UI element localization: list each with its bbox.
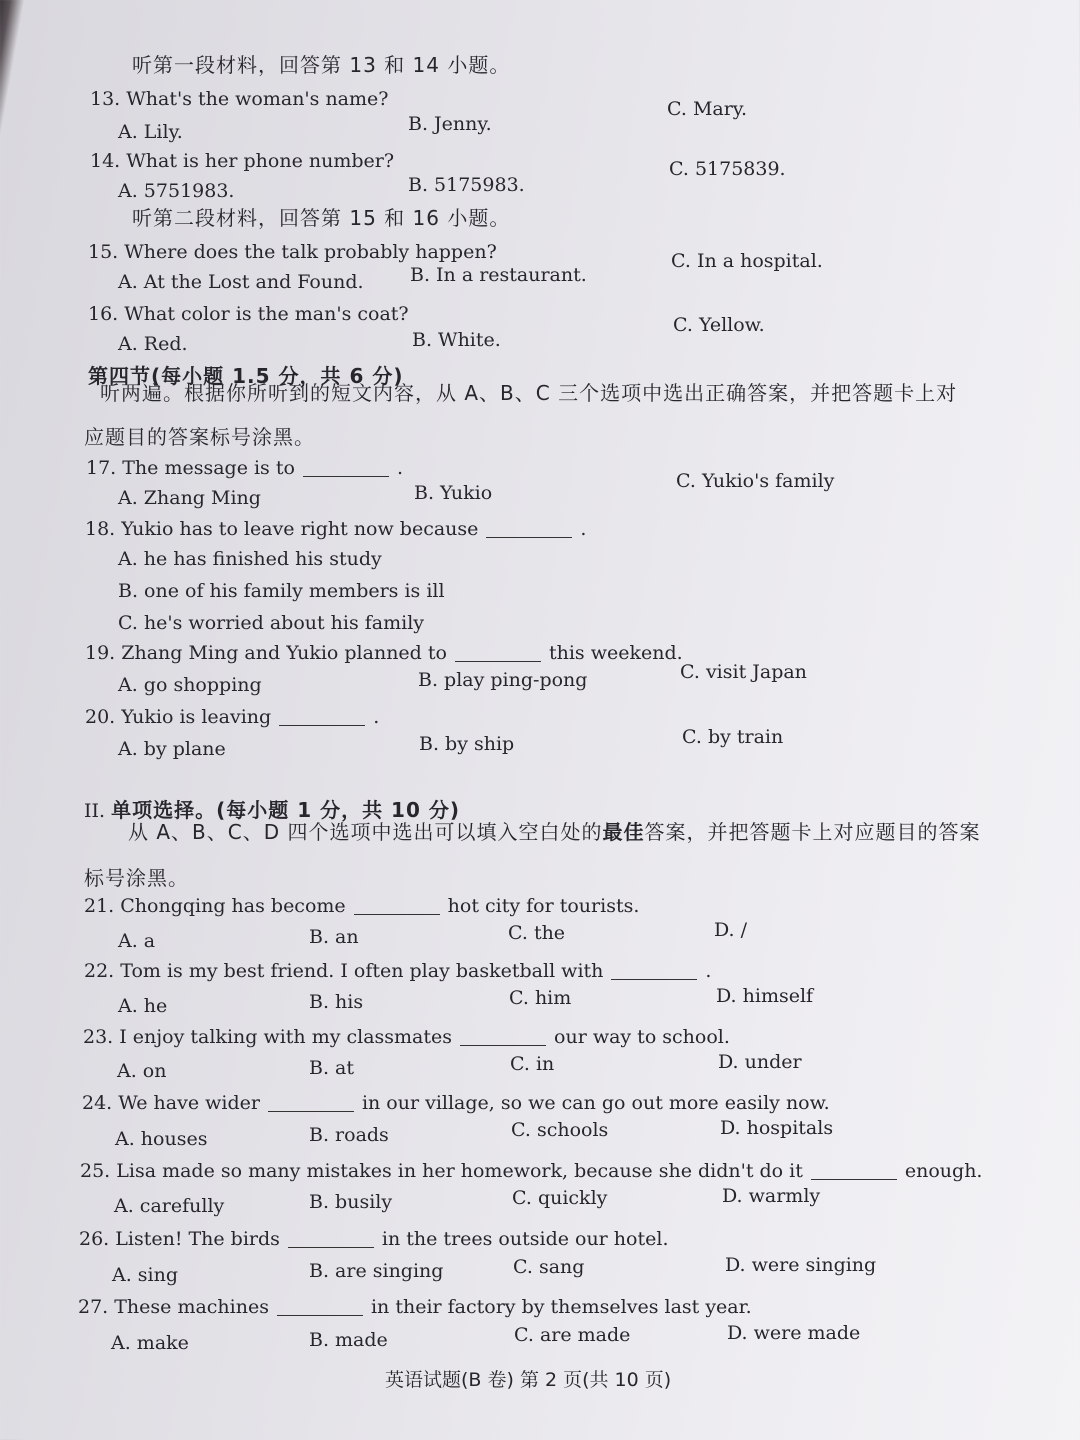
option-23-b: B. at [309, 1057, 355, 1079]
question-19: 19. Zhang Ming and Yukio planned to this weekend. [85, 642, 683, 664]
question-18: 18. Yukio has to leave right now because . [85, 518, 587, 540]
answer-blank [354, 914, 440, 915]
question-17: 17. The message is to . [86, 457, 403, 479]
answer-blank [811, 1179, 897, 1180]
option-14-c: C. 5175839. [669, 158, 786, 180]
option-15-c: C. In a hospital. [671, 250, 823, 272]
part2-instruction-line1: 从 A、B、C、D 四个选项中选出可以填入空白处的最佳答案，并把答题卡上对应题目的答案 [128, 820, 981, 844]
option-27-b: B. made [309, 1329, 388, 1351]
question-24: 24. We have wider in our village, so we can go out more easily now. [82, 1092, 830, 1114]
option-17-a: A. Zhang Ming [118, 487, 261, 509]
question-14: 14. What is her phone number? [90, 150, 395, 172]
option-19-b: B. play ping-pong [418, 669, 588, 691]
option-17-c: C. Yukio's family [676, 470, 835, 492]
question-21: 21. Chongqing has become hot city for tourists. [84, 895, 640, 917]
option-23-a: A. on [117, 1060, 167, 1082]
option-21-c: C. the [508, 922, 566, 944]
option-22-c: C. him [509, 987, 572, 1009]
option-18-b: B. one of his family members is ill [118, 580, 445, 602]
option-26-d: D. were singing [725, 1254, 877, 1276]
option-24-b: B. roads [309, 1124, 389, 1146]
answer-blank [455, 661, 541, 662]
option-20-a: A. by plane [118, 738, 226, 760]
option-19-a: A. go shopping [118, 674, 262, 696]
option-26-b: B. are singing [309, 1260, 444, 1282]
option-18-a: A. he has finished his study [118, 548, 382, 570]
option-14-a: A. 5751983. [118, 180, 235, 202]
question-26: 26. Listen! The birds in the trees outside our hotel. [79, 1228, 669, 1250]
option-22-a: A. he [118, 995, 168, 1017]
question-16: 16. What color is the man's coat? [88, 303, 409, 325]
option-27-d: D. were made [727, 1322, 861, 1344]
answer-blank [303, 476, 389, 477]
answer-blank [277, 1315, 363, 1316]
answer-blank [288, 1247, 374, 1248]
option-24-d: D. hospitals [720, 1117, 834, 1139]
page-footer: 英语试题(B 卷) 第 2 页(共 10 页) [385, 1369, 672, 1391]
option-21-b: B. an [309, 926, 359, 948]
section4-heading: 第四节(每小题 1.5 分，共 6 分) [88, 364, 404, 388]
option-23-d: D. under [718, 1051, 802, 1073]
exam-page [22, 0, 1080, 1440]
answer-blank [486, 537, 572, 538]
option-13-b: B. Jenny. [408, 113, 492, 135]
option-20-c: C. by train [682, 726, 784, 748]
answer-blank [268, 1111, 354, 1112]
instruction-13-14: 听第一段材料，回答第 13 和 14 小题。 [132, 53, 511, 77]
option-25-b: B. busily [309, 1191, 393, 1213]
option-25-d: D. warmly [722, 1185, 821, 1207]
option-21-d: D. / [714, 919, 748, 941]
answer-blank [611, 979, 697, 980]
option-27-c: C. are made [514, 1324, 631, 1346]
option-13-a: A. Lily. [118, 121, 183, 143]
option-18-c: C. he's worried about his family [118, 612, 425, 634]
option-24-c: C. schools [511, 1119, 609, 1141]
option-15-a: A. At the Lost and Found. [118, 271, 364, 293]
part2-instruction-line2: 标号涂黑。 [84, 866, 189, 890]
question-27: 27. These machines in their factory by themselves last year. [78, 1296, 752, 1318]
answer-blank [460, 1045, 546, 1046]
option-19-c: C. visit Japan [680, 661, 807, 683]
option-16-a: A. Red. [118, 333, 188, 355]
option-16-b: B. White. [412, 329, 501, 351]
option-25-a: A. carefully [114, 1195, 225, 1217]
option-25-c: C. quickly [512, 1187, 608, 1209]
instruction-15-16: 听第二段材料，回答第 15 和 16 小题。 [132, 206, 511, 230]
option-15-b: B. In a restaurant. [410, 264, 587, 286]
option-24-a: A. houses [115, 1128, 208, 1150]
question-22: 22. Tom is my best friend. I often play basketball with . [84, 960, 712, 982]
option-27-a: A. make [111, 1332, 189, 1354]
option-17-b: B. Yukio [414, 482, 493, 504]
question-23: 23. I enjoy talking with my classmates our way to school. [83, 1026, 730, 1048]
option-23-c: C. in [510, 1053, 555, 1075]
section4-instruction-line1: 听两遍。根据你所听到的短文内容，从 A、B、C 三个选项中选出正确答案，并把答题卡上对 [100, 381, 958, 405]
option-22-d: D. himself [716, 985, 814, 1007]
question-13: 13. What's the woman's name? [90, 88, 389, 110]
option-16-c: C. Yellow. [673, 314, 765, 336]
section4-instruction-line2: 应题目的答案标号涂黑。 [84, 425, 315, 449]
option-14-b: B. 5175983. [408, 174, 525, 196]
option-20-b: B. by ship [419, 733, 515, 755]
question-25: 25. Lisa made so many mistakes in her homework, because she didn't do it enough. [80, 1160, 983, 1182]
option-22-b: B. his [309, 991, 364, 1013]
question-20: 20. Yukio is leaving . [85, 706, 380, 728]
option-21-a: A. a [118, 930, 156, 952]
answer-blank [279, 725, 365, 726]
option-13-c: C. Mary. [667, 98, 748, 120]
option-26-a: A. sing [112, 1264, 179, 1286]
question-15: 15. Where does the talk probably happen? [88, 241, 497, 263]
part2-heading: II. 单项选择。(每小题 1 分，共 10 分) [84, 798, 460, 822]
option-26-c: C. sang [513, 1256, 585, 1278]
